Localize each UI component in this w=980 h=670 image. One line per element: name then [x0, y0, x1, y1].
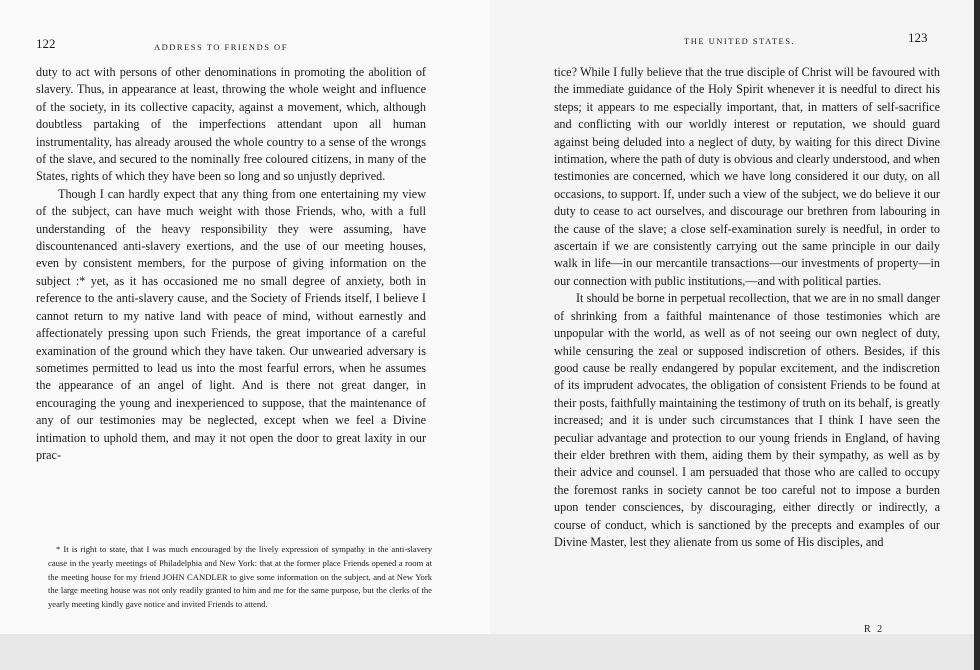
footnote-text: * It is right to state, that I was much encouraged by the lively expression of sympathy in the anti-slavery cause in the yearly meetings of Philadelphia and New York: that at the former place Friends opened a room at the meeting house for my friend JOHN CANDLER to give some information on the subject, and at New York the large meeting house was not only readily granted to him and me for the same purpose, but the clerks of the yearly meeting kindly gave notice and invited Friends to attend.	[48, 544, 432, 610]
running-head: THE UNITED STATES.	[684, 36, 796, 46]
main-text	[36, 64, 426, 464]
running-head: ADDRESS TO FRIENDS OF	[154, 42, 288, 52]
main-text	[554, 64, 940, 551]
paragraph: duty to act with persons of other denominations in promoting the abolition of slavery. Thus, in appearance at least, throwing the whole weight and influence of the society, in its collective capacity, against a movement, which, although doubtless partaking of the imperfections attendant upon all human instrumentality, has already aroused the whole country to a sense of the wrongs of the slave, and secured to the nominally free coloured citizens, in many of the States, rights of which they have been so long and so unjustly deprived.	[36, 65, 426, 184]
signature-mark: R 2	[864, 624, 885, 635]
footnote	[48, 543, 432, 612]
page-number: 123	[908, 30, 928, 45]
page-number: 122	[36, 36, 56, 51]
paragraph: tice? While I fully believe that the true disciple of Christ will be favoured with the immediate guidance of the Holy Spirit whenever it is needful to direct his steps; it appears to me especially important, that, in matters of self-sacrifice and conflicting with our worldly interest or reputation, we should guard against being deluded into a neglect of duty, by waiting for this direct Divine intimation, where the path of duty is obvious and clearly understood, and when testimonies are concerned, which we have long considered it our duty, on all occasions, to support. If, under such a view of the subject, we do believe it our duty to cease to act ourselves, and discourage our brethren from labouring in the cause of the slave; a close self-examination surely is needful, in order to ascertain if we are consistently carrying out the same principle in our daily walk in life—in our mercantile transactions—our investments of property—in our connection with public institutions,—and with political parties.	[554, 65, 940, 288]
paragraph: It should be borne in perpetual recollection, that we are in no small danger of shrinking from a faithful maintenance of those testimonies which are unpopular with the world, as well as of not seeing our own neglect of duty, while censuring the zeal or supposed indiscretion of others. Besides, if this good cause be really endangered by popular excitement, and the indiscretion of its imprudent advocates, the obligation of consistent Friends to be found at their posts, faithfully maintaining the testimony of truth on its behalf, is greatly increased; and it is under such circumstances that I think I have seen the peculiar advantage and protection to our young friends in England, of having their elder brethren with them, aiding them by their sympathy, as well as by their advice and counsel. I am persuaded that those who are called to occupy the foremost ranks in society cannot be too careful not to impose a burden upon tender consciences, by discouraging, either directly or indirectly, a course of conduct, which is sanctioned by the precepts and examples of our Divine Master, lest they alienate from us some of His disciples, and	[554, 291, 940, 549]
page-bottom-shadow	[0, 634, 490, 670]
right-page	[490, 0, 980, 670]
page-bottom-shadow	[490, 634, 980, 670]
book-edge	[974, 0, 980, 670]
paragraph: Though I can hardly expect that any thing from one entertaining my view of the subject, can have much weight with those Friends, who, with a full understanding of the heavy responsibility they were assuming, have discountenanced anti-slavery exertions, and the use of our meeting houses, even by consistent members, for the purpose of giving information on the subject :* yet, as it has occasioned me no small degree of anxiety, both in reference to the anti-slavery cause, and the Society of Friends itself, I believe I cannot return to my native land with peace of mind, without earnestly and affectionately pressing upon such Friends, the great importance of a careful examination of the ground which they have taken. Our unwearied adversary is sometimes permitted to lead us into the most fearful errors, when he assumes the appearance of an angel of light. And is there not great danger, in encouraging the young and inexperienced to suppose, that the maintenance of any of our testimonies may be neglected, except when we feel a Divine intimation to uphold them, and may it not open the door to great laxity in our prac-	[36, 186, 426, 462]
